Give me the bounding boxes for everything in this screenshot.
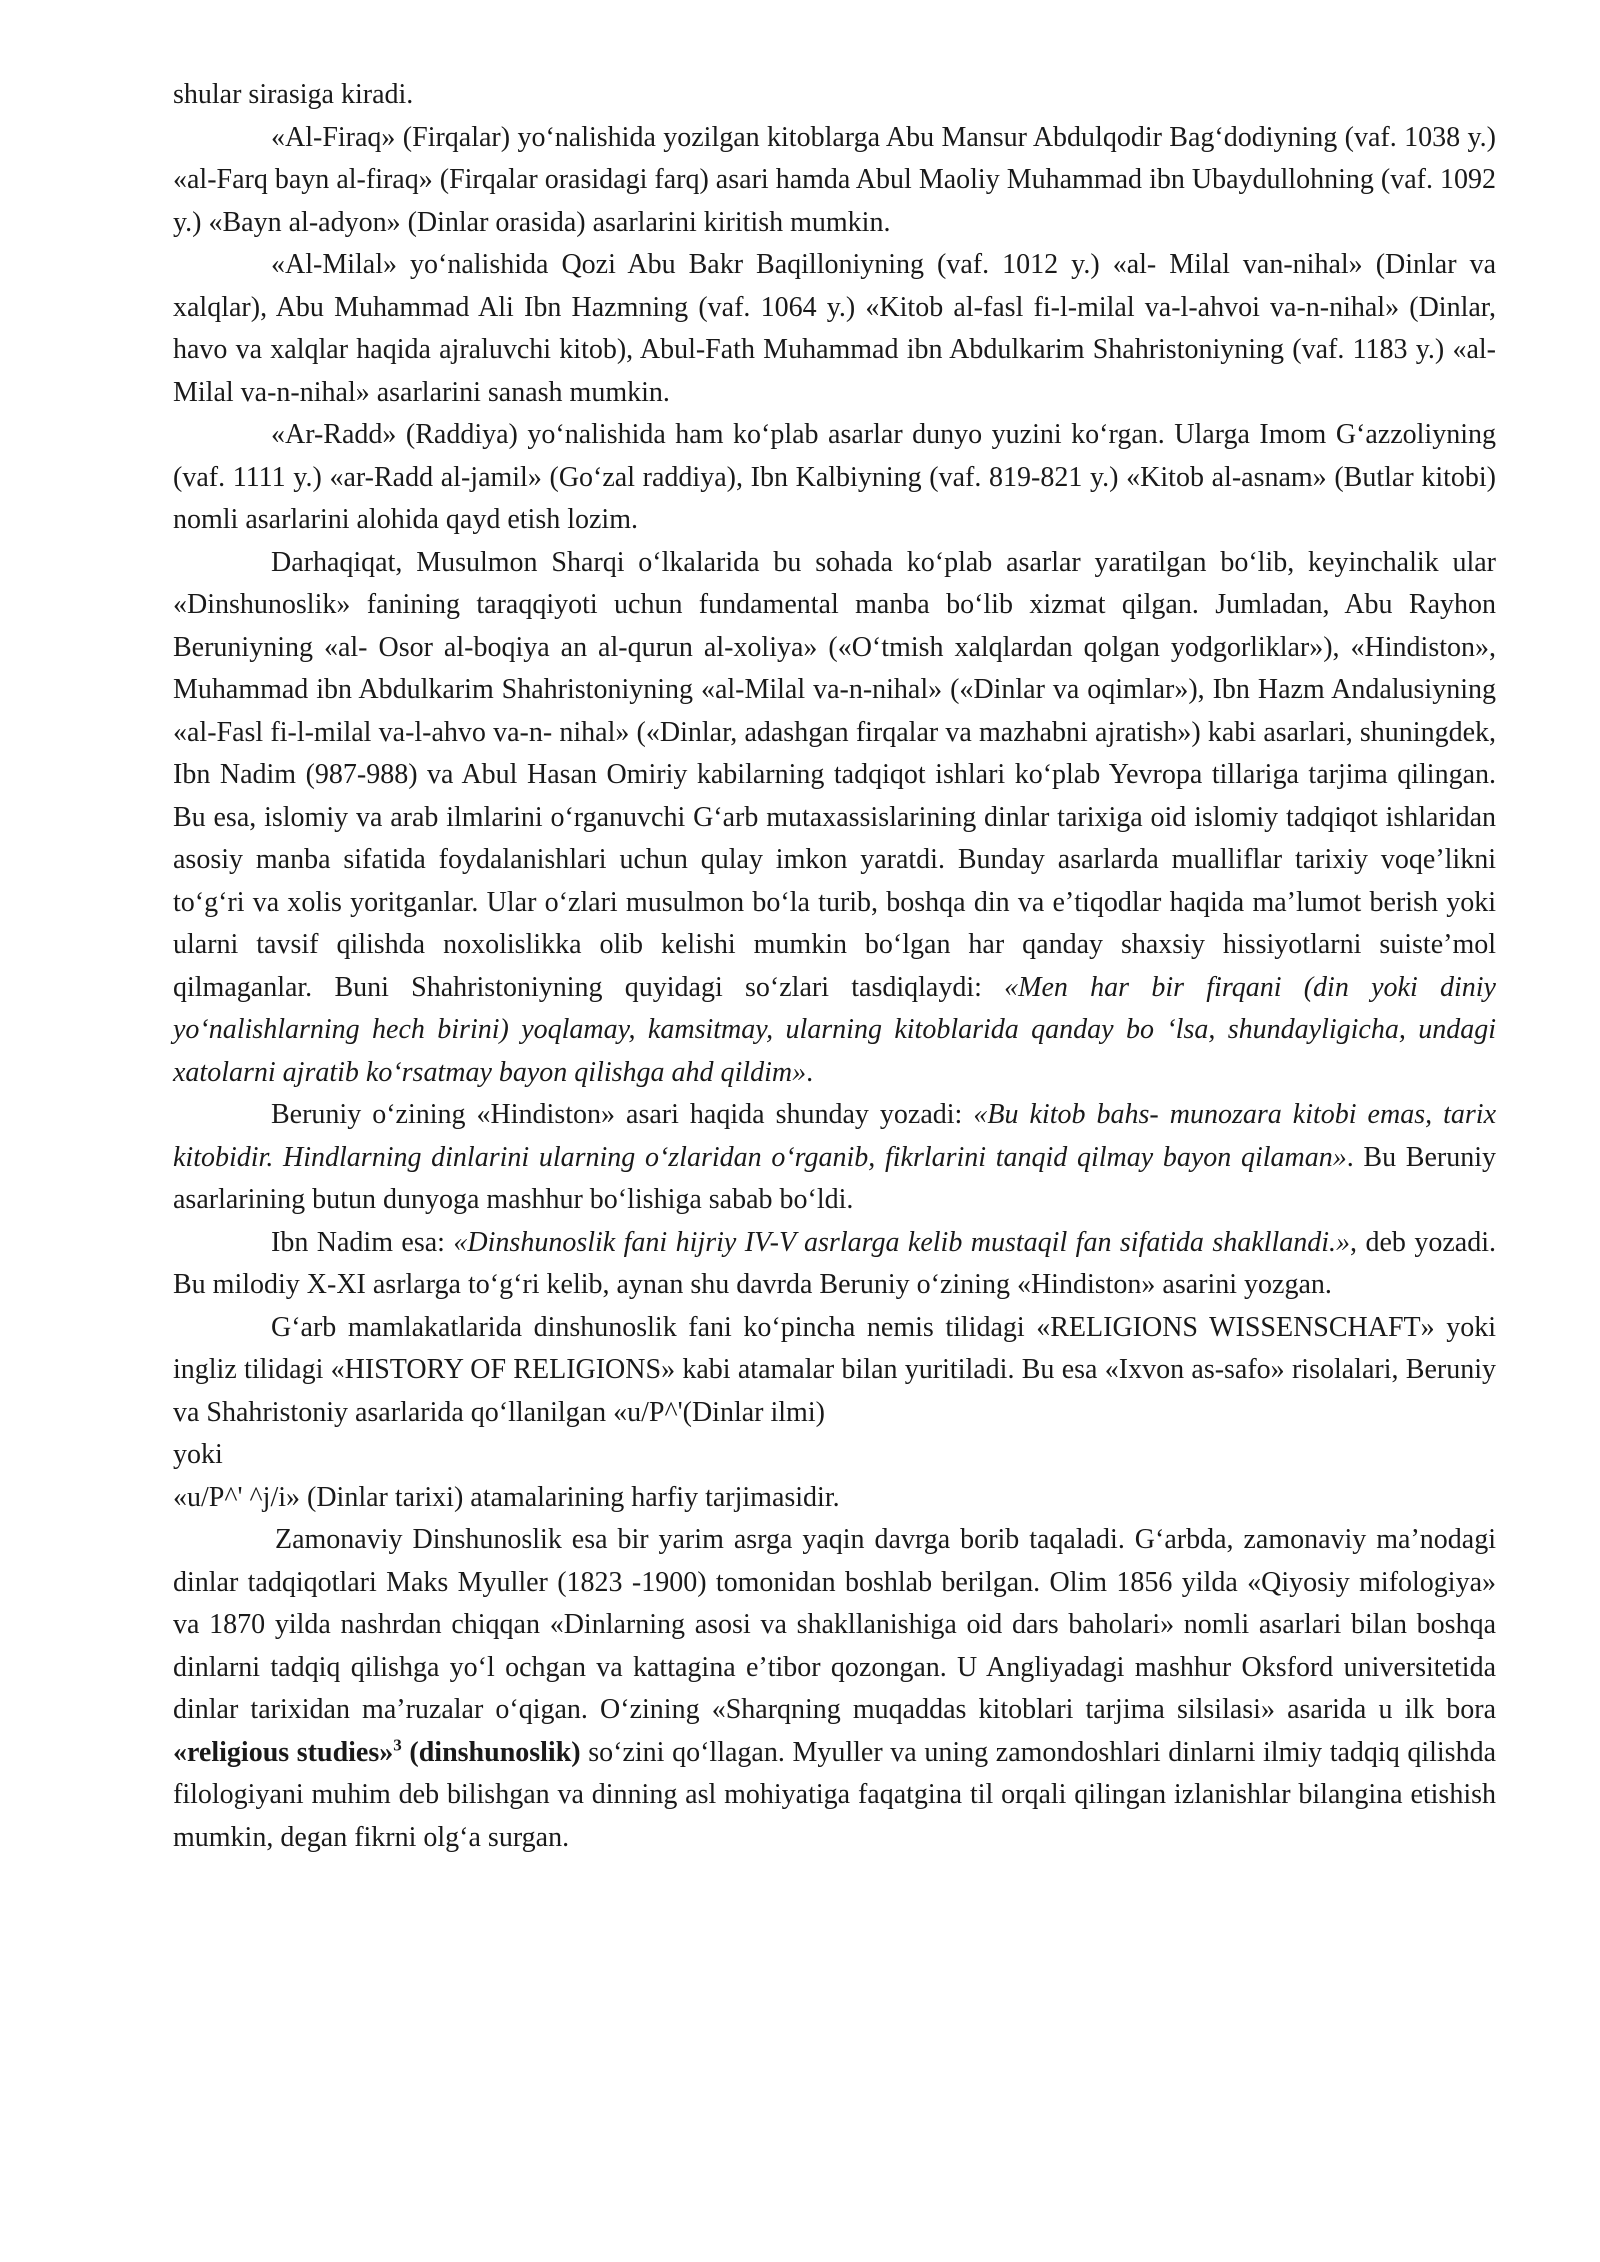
paragraph-text-end: soʻzini qoʻllagan. Myuller va uning zamondoshlari dinlarni ilmiy tadqiq qilishda filologiyani muhim deb bilishgan va dinning asl mohiyatiga faqatgina til orqali qilingan izlanishlar bilangina etishish mumkin, degan fikrni olgʻa surgan. — [173, 1736, 1497, 1853]
paragraph-text: «Ar-Radd» (Raddiya) yoʻnalishida ham koʻplab asarlar dunyo yuzini koʻrgan. Ularga Imom Gʻazzoliyning (vaf. 1111 y.) «ar-Radd al-jamil» (Goʻzal raddiya), Ibn Kalbiyning (vaf. 819-821 y.) «Kitob al-asnam» (Butlar kitobi) nomli asarlarini alohida qayd etish lozim. — [173, 419, 1496, 535]
paragraph-ibn-nadim — [173, 1222, 1496, 1307]
paragraph-text: shular sirasiga kiradi. — [173, 79, 414, 110]
paragraph-garb-line-yoki — [173, 1434, 1496, 1477]
religious-studies-term: «religious studies» — [173, 1736, 394, 1768]
paragraph-text-end: . — [806, 1056, 814, 1088]
paragraph-text-end: . Bu Beruniy asarlarining butun dunyoga mashhur boʻlishiga sabab boʻldi. — [173, 1141, 1496, 1215]
paragraph-text: yoki — [173, 1439, 223, 1470]
paragraph-text: Beruniy oʻzining «Hindiston» asari haqida shunday yozadi: — [271, 1099, 974, 1130]
paragraph-al-milal — [173, 244, 1496, 414]
footnote-marker[interactable]: 3 — [393, 1735, 402, 1755]
dinshunoslik-term: (dinshunoslik) — [401, 1736, 581, 1768]
paragraph-text: «u/P^' ^j/i» (Dinlar tarixi) atamalarining harfiy tarjimasidir. — [173, 1481, 840, 1513]
paragraph-garb-line-end — [173, 1477, 1496, 1520]
paragraph-al-firaq — [173, 117, 1496, 245]
shahristoniy-quote: «Men har bir firqani (din yoki diniy yoʻnalishlarning hech birini) yoqlamay, kamsitmay, ularning kitoblarida qanday bo ʻlsa, shundayligicha, undagi xatolarni ajratib koʻrsatmay bayon qilishga ahd qildim» — [173, 971, 1496, 1088]
paragraph-text: Darhaqiqat, Musulmon Sharqi oʻlkalarida bu sohada koʻplab asarlar yaratilgan boʻlib, keyinchalik ular «Dinshunoslik» fanining taraqqiyoti uchun fundamental manba boʻlib xizmat qilgan. Jumladan, Abu Rayhon Beruniyning «al- Osor al-boqiya an al-qurun al-xoliya» («Oʻtmish xalqlardan qolgan yodgorliklar»), «Hindiston», Muhammad ibn Abdulkarim Shahristoniyning «al-Milal va-n-nihal» («Dinlar va oqimlar»), Ibn Hazm Andalusiyning «al-Fasl fi-l-milal va-l-ahvo va-n- nihal» («Dinlar, adashgan firqalar va mazhabni ajratish») kabi asarlari, shuningdek, Ibn Nadim (987-988) va Abul Hasan Omiriy kabilarning tadqiqot ishlari koʻplab Yevropa tillariga tarjima qilingan. Bu esa, islomiy va arab ilmlarini oʻrganuvchi Gʻarb mutaxassislarining dinlar tarixiga oid islomiy tadqiqot ishlaridan asosiy manba sifatida foydalanishlari uchun qulay imkon yaratdi. Bunday asarlarda mualliflar tarixiy voqeʼlikni toʻgʻri va xolis yoritganlar. Ular oʻzlari musulmon boʻla turib, boshqa din va eʼtiqodlar haqida maʼlumot berish yoki ularni tavsif qilishda noxolislikka olib kelishi mumkin boʻlgan har qanday shaxsiy hissiyotlarni suisteʼmol qilmaganlar. Buni Shahristoniyning quyidagi soʻzlari tasdiqlaydi: — [173, 546, 1496, 1003]
beruniy-quote: «Bu kitob bahs- munozara kitobi emas, tarix kitobidir. Hindlarning dinlarini ularning oʻzlaridan oʻrganib, fikrlarini tanqid qilmay bayon qilaman» — [173, 1099, 1496, 1173]
paragraph-text: Ibn Nadim esa: — [271, 1226, 454, 1258]
paragraph-beruniy — [173, 1094, 1496, 1222]
paragraph-text: Gʻarb mamlakatlarida dinshunoslik fani koʻpincha nemis tilidagi «RELIGIONS WISSENSCHAFT» yoki ingliz tilidagi «HISTORY OF RELIGIONS» kabi atamalar bilan yuritiladi. Bu esa «Ixvon as-safo» risolalari, Beruniy va Shahristoniy asarlarida qoʻllanilgan «u/P^'(Dinlar ilmi) — [173, 1311, 1496, 1428]
paragraph-ar-radd — [173, 414, 1496, 542]
paragraph-text: Zamonaviy Dinshunoslik esa bir yarim asrga yaqin davrga borib taqaladi. Gʻarbda, zamonaviy maʼnodagi dinlar tadqiqotlari Maks Myuller (1823 -1900) tomonidan boshlab berilgan. Olim 1856 yilda «Qiyosiy mifologiya» va 1870 yilda nashrdan chiqqan «Dinlarning asosi va shakllanishiga oid dars baholari» nomli asarlari bilan boshqa dinlarni tadqiq qilishga yoʻl ochgan va kattagina eʼtibor qozongan. U Angliyadagi mashhur Oksford universitetida dinlar tarixidan maʼruzalar oʻqigan. Oʻzining «Sharqning muqaddas kitoblari tarjima silsilasi» asarida u ilk bora — [173, 1524, 1496, 1725]
paragraph-continuation — [173, 74, 1496, 117]
paragraph-garb — [173, 1307, 1496, 1435]
paragraph-text-end: , deb yozadi. Bu milodiy X-XI asrlarga toʻgʻri kelib, aynan shu davrda Beruniy oʻzining «Hindiston» asarini yozgan. — [173, 1226, 1497, 1300]
document-page — [173, 74, 1496, 1859]
paragraph-text: «Al-Firaq» (Firqalar) yoʻnalishida yozilgan kitoblarga Abu Mansur Abdulqodir Bagʻdodiyning (vaf. 1038 y.) «al-Farq bayn al-firaq» (Firqalar orasidagi farq) asari hamda Abul Maoliy Muhammad ibn Ubaydullohning (vaf. 1092 y.) «Bayn al-adyon» (Dinlar orasida) asarlarini kiritish mumkin. — [173, 121, 1496, 238]
paragraph-darhaqiqat — [173, 542, 1496, 1095]
ibn-nadim-quote: «Dinshunoslik fani hijriy IV-V asrlarga kelib mustaqil fan sifatida shakllandi.» — [453, 1226, 1351, 1258]
paragraph-text: «Al-Milal» yoʻnalishida Qozi Abu Bakr Baqilloniyning (vaf. 1012 y.) «al- Milal van-nihal» (Dinlar va xalqlar), Abu Muhammad Ali Ibn Hazmning (vaf. 1064 y.) «Kitob al-fasl fi-l-milal va-l-ahvoi va-n-nihal» (Dinlar, havo va xalqlar haqida ajraluvchi kitob), Abul-Fath Muhammad ibn Abdulkarim Shahristoniyning (vaf. 1183 y.) «al-Milal va-n-nihal» asarlarini sanash mumkin. — [173, 249, 1496, 408]
paragraph-zamonaviy — [173, 1519, 1496, 1859]
